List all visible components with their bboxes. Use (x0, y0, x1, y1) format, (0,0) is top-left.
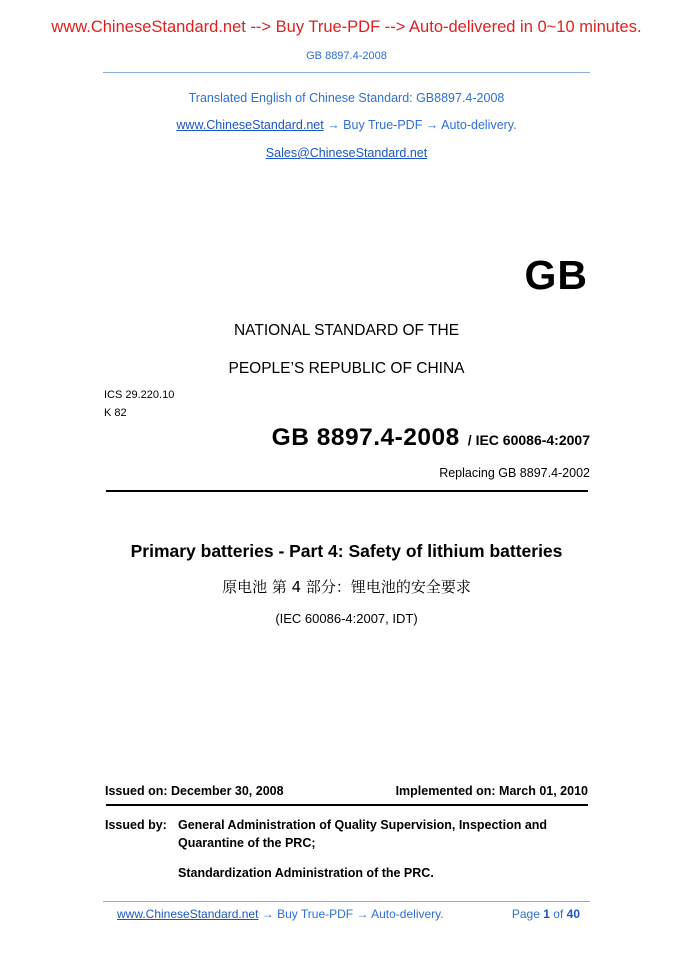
header-standard-code: GB 8897.4-2008 (306, 50, 387, 62)
standard-number-line (272, 424, 590, 452)
page-total: 40 (566, 907, 580, 921)
replacing-standard: Replacing GB 8897.4-2002 (439, 466, 590, 480)
title-english: Primary batteries - Part 4: Safety of lithium batteries (130, 541, 563, 561)
issuer-line-3: Standardization Administration of the PRC. (178, 866, 434, 880)
buy-text: Buy True-PDF (339, 118, 426, 132)
title-divider (106, 490, 588, 492)
national-standard-line-2: PEOPLE’S REPUBLIC OF CHINA (228, 360, 465, 377)
footer-buy-text: Buy True-PDF (273, 907, 357, 921)
page-number: 1 (543, 907, 550, 921)
title-chinese: 原电池 第 4 部分：锂电池的安全要求 (222, 578, 471, 596)
sales-line (0, 146, 693, 160)
gb-mark: GB (524, 252, 588, 298)
classification-code: K 82 (104, 407, 127, 419)
site-link[interactable]: www.ChineseStandard.net (176, 118, 324, 132)
ics-code: ICS 29.220.10 (104, 389, 175, 401)
translated-line: Translated English of Chinese Standard: GB8897.4-2008 (188, 91, 505, 105)
arrow-icon: → (425, 118, 439, 132)
footer-links (117, 907, 444, 921)
standard-separator: / (467, 432, 472, 448)
idt-note: (IEC 60086-4:2007, IDT) (275, 611, 418, 626)
sales-email-link[interactable]: Sales@ChineseStandard.net (265, 146, 428, 160)
arrow-icon: → (261, 907, 274, 921)
standard-number: GB 8897.4-2008 (271, 424, 460, 451)
arrow-icon: → (327, 118, 340, 132)
issuer-line-1: General Administration of Quality Supervision, Inspection and (178, 818, 548, 832)
issued-on: Issued on: December 30, 2008 (105, 784, 284, 798)
top-banner: www.ChineseStandard.net --> Buy True-PDF --> Auto-delivered in 0~10 minutes. (51, 18, 642, 36)
footer-divider (103, 901, 590, 902)
delivery-text: Auto-delivery. (438, 118, 517, 132)
implemented-on: Implemented on: March 01, 2010 (395, 784, 588, 798)
footer-delivery-text: Auto-delivery. (368, 907, 444, 921)
page-indicator (512, 907, 580, 921)
issued-by-label: Issued by: (105, 818, 167, 832)
header-divider (103, 72, 590, 73)
iec-equivalent: IEC 60086-4:2007 (471, 432, 590, 448)
issuer-line-2: Quarantine of the PRC; (178, 836, 316, 850)
national-standard-line-1: NATIONAL STANDARD OF THE (233, 322, 460, 339)
footer-site-link[interactable]: www.ChineseStandard.net (117, 907, 259, 921)
dates-divider (106, 804, 588, 806)
links-line (0, 118, 693, 132)
of-label: of (553, 907, 564, 921)
arrow-icon: → (356, 907, 369, 921)
page-label: Page (511, 907, 540, 921)
